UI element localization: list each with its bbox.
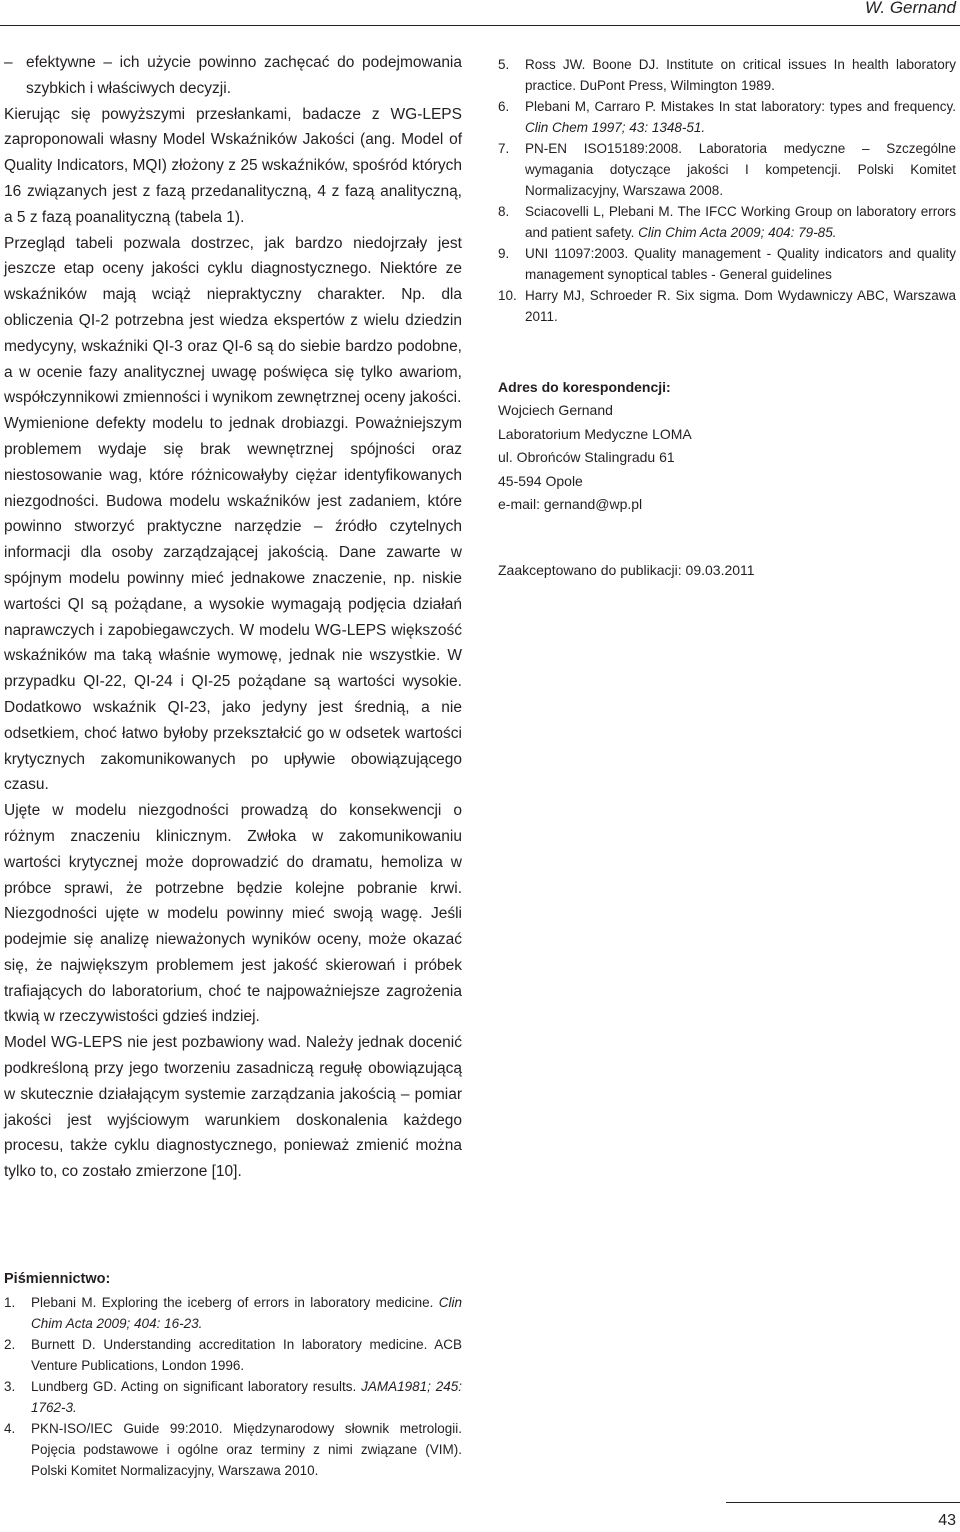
reference-item — [4, 1292, 462, 1334]
reference-text: Ross JW. Boone DJ. Institute on critical issues In health laboratory practice. DuPont Press, Wilmington 1989. — [525, 57, 956, 93]
footer-rule — [726, 1502, 960, 1503]
bibliography-heading: Piśmiennictwo: — [4, 1271, 111, 1287]
reference-item — [498, 285, 956, 327]
bibliography — [4, 1269, 462, 1481]
correspondence-heading: Adres do korespondencji: — [498, 379, 671, 395]
reference-number: 5. — [498, 57, 510, 72]
header-rule — [0, 25, 960, 26]
reference-item — [498, 54, 956, 96]
correspondence-line: ul. Obrońców Stalingradu 61 — [498, 449, 675, 466]
reference-item — [4, 1418, 462, 1481]
reference-number: 7. — [498, 141, 510, 156]
reference-number: 6. — [498, 99, 510, 114]
reference-item — [498, 201, 956, 243]
reference-number: 2. — [4, 1337, 16, 1352]
list-dash: – — [4, 54, 13, 71]
correspondence-line: Laboratorium Medyczne LOMA — [498, 425, 692, 442]
reference-item — [498, 243, 956, 285]
body-paragraph: Ujęte w modelu niezgodności prowadzą do konsekwencji o różnym znaczeniu klinicznym. Zwłoka w zakomunikowaniu wartości krytycznej może doprowadzić do dramatu, hemoliza w próbce sprawi, że potrzebne będzie kolejne pobranie krwi. Niezgodności ujęte w modelu powinny mieć swoją wagę. Jeśli podejmie się analizę nieważonych wyników oceny, może okazać się, że największym problemem jest jakość skierowań i próbek trafiających do laboratorium, choć te najpoważniejsze zagrożenia tkwią w rzeczywistości gdzieś indziej. — [4, 802, 462, 1026]
acceptance-date: Zaakceptowano do publikacji: 09.03.2011 — [498, 562, 755, 578]
reference-text: Plebani M. Exploring the iceberg of errors in laboratory medicine. Clin Chim Acta 2009; 404: 16-23. — [31, 1295, 462, 1331]
reference-text: PKN-ISO/IEC Guide 99:2010. Międzynarodowy słownik metrologii. Pojęcia podstawowe i ogólne oraz terminy z nimi związane (VIM). Polski Komitet Normalizacyjny, Warszawa 2010. — [31, 1421, 462, 1478]
reference-number: 1. — [4, 1295, 16, 1310]
reference-text: UNI 11097:2003. Quality management - Quality indicators and quality management synoptical tables - General guidelines — [525, 246, 956, 282]
left-column — [4, 50, 462, 1185]
reference-number: 3. — [4, 1379, 16, 1394]
reference-number: 10. — [498, 288, 517, 303]
reference-text: Plebani M, Carraro P. Mistakes In stat laboratory: types and frequency. Clin Chem 1997; 43: 1348-51. — [525, 99, 956, 135]
reference-number: 9. — [498, 246, 510, 261]
references-continued — [498, 54, 956, 327]
reference-item — [498, 138, 956, 201]
reference-item — [4, 1376, 462, 1418]
body-paragraph: Wymienione defekty modelu to jednak drobiazgi. Poważniejszym problemem wydaje się brak wewnętrznej spójności oraz niestosowanie wag, które różnicowałyby ciężar identyfikowanych niezgodności. Budowa modelu wskaźników jest zadaniem, które powinno stworzyć praktyczne narzędzie – źródło czytelnych informacji dla osoby zarządzającej jakością. Dane zawarte w spójnym modelu powinny mieć jednakowe znaczenie, np. niskie wartości QI są pożądane, a wysokie wymagają podjęcia działań naprawczych i zapobiegawczych. W modelu WG-LEPS większość wskaźników ma taką właśnie wymowę, jednak nie wszystkie. W przypadku QI-22, QI-24 i QI-25 pożądane są wartości wysokie. Dodatkowo wskaźnik QI-23, jako jedyny jest średnią, a nie odsetkiem, choć łatwo byłoby przekształcić go w odsetek wartości krytycznych zakomunikowanych po upływie obowiązującego czasu. — [4, 415, 462, 794]
reference-number: 4. — [4, 1421, 16, 1436]
correspondence-email: e-mail: gernand@wp.pl — [498, 496, 643, 513]
reference-text: Lundberg GD. Acting on significant laboratory results. JAMA1981; 245: 1762-3. — [31, 1379, 462, 1415]
reference-text: Sciacovelli L, Plebani M. The IFCC Working Group on laboratory errors and patient safety. Clin Chim Acta 2009; 404: 79-85. — [525, 204, 956, 240]
reference-text: Harry MJ, Schroeder R. Six sigma. Dom Wydawniczy ABC, Warszawa 2011. — [525, 288, 956, 324]
body-paragraph: Model WG-LEPS nie jest pozbawiony wad. Należy jednak docenić podkreśloną przy jego tworzeniu zasadniczą regułę obowiązującą w skutecznie działającym systemie zarządzania jakością – pomiar jakości jest wyjściowym warunkiem doskonalenia każdego procesu, także cyklu diagnostycznego, ponieważ zmienić można tylko to, co zostało zmierzone [10]. — [4, 1034, 462, 1181]
reference-number: 8. — [498, 204, 510, 219]
list-item-text: efektywne – ich użycie powinno zachęcać do podejmowania szybkich i właściwych decyzji. — [26, 54, 462, 97]
reference-text: PN-EN ISO15189:2008. Laboratoria medyczne – Szczególne wymagania dotyczące jakości I kompetencji. Polski Komitet Normalizacyjny, Warszawa 2008. — [525, 141, 956, 198]
correspondence-line: Wojciech Gernand — [498, 402, 613, 419]
running-header-author: W. Gernand — [864, 0, 956, 17]
reference-item — [498, 96, 956, 138]
correspondence-block — [498, 376, 692, 516]
dash-list-item — [4, 50, 462, 102]
reference-text: Burnett D. Understanding accreditation In laboratory medicine. ACB Venture Publications, London 1996. — [31, 1337, 462, 1373]
body-paragraph: Kierując się powyższymi przesłankami, badacze z WG-LEPS zaproponowali własny Model Wskaźników Jakości (ang. Model of Quality Indicators, MQI) złożony z 25 wskaźników, spośród których 16 związanych jest z fazą przedanalityczną, 4 z fazą analityczną, a 5 z fazą poanalityczną (tabela 1). — [4, 105, 462, 226]
correspondence-line: 45-594 Opole — [498, 472, 583, 489]
body-paragraph: Przegląd tabeli pozwala dostrzec, jak bardzo niedojrzały jest jeszcze etap oceny jakości cyklu diagnostycznego. Niektóre ze wskaźników mają wciąż niepraktyczny charakter. Np. dla obliczenia QI-2 potrzebna jest wiedza ekspertów z wielu dziedzin medycyny, wskaźniki QI-3 oraz QI-6 są do siebie bardzo podobne, a w ocenie fazy analitycznej uwagę poświęca się tylko awariom, współczynnikowi zmienności i wynikom zewnętrznej oceny jakości. — [4, 234, 462, 407]
page-number: 43 — [938, 1512, 956, 1529]
reference-item — [4, 1334, 462, 1376]
